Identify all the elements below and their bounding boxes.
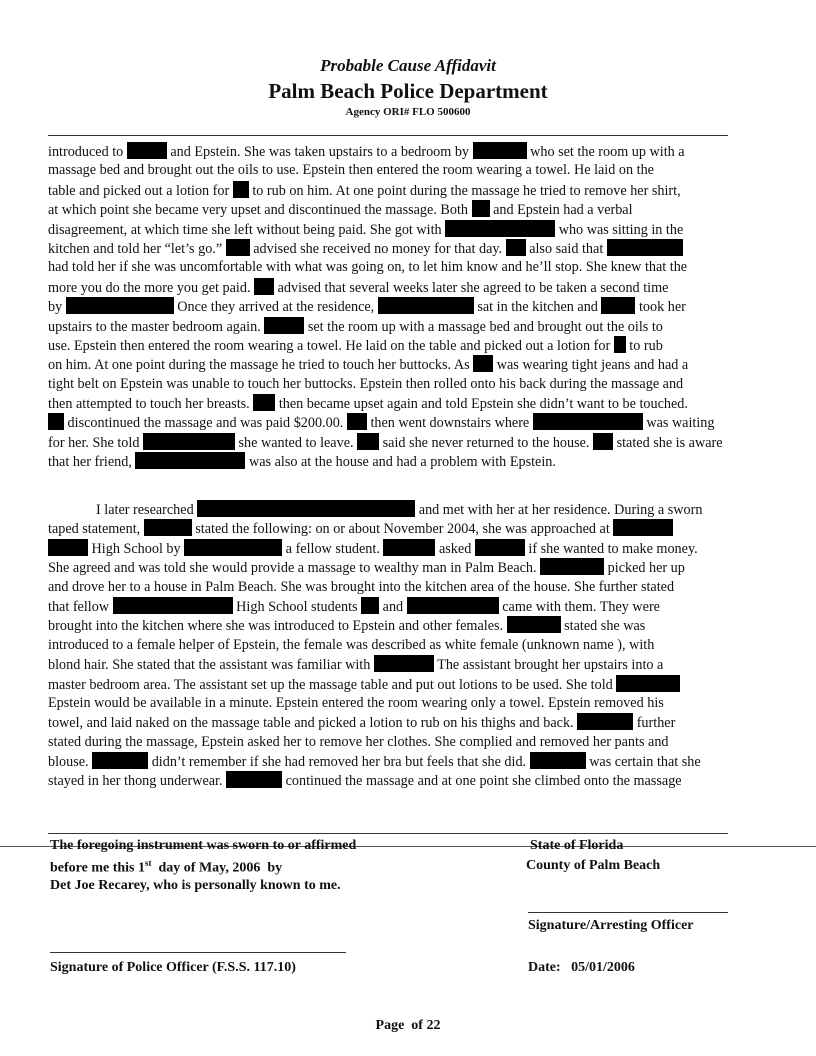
redaction-box [197,500,415,517]
redaction-box [530,752,586,769]
text-segment: I later researched [96,502,198,518]
redaction-box [506,239,526,256]
sworn-statement-line-3: Det Joe Recarey, who is personally known to me. [50,878,341,893]
text-segment: High School by [88,540,185,557]
text-segment: for her. She told [48,434,143,451]
text-line [48,142,772,161]
text-line [48,239,772,258]
redaction-box [613,519,673,536]
text-segment: upstairs to the master bedroom again. [48,318,265,335]
redaction-box [357,433,379,450]
redaction-box [135,452,245,469]
redaction-box [361,597,379,614]
redaction-box [226,771,282,788]
text-line [48,355,772,374]
text-segment: The assistant brought her upstairs into a [433,657,664,674]
text-segment: introduced to [48,144,127,160]
text-segment: further [633,715,676,732]
text-line [48,616,772,635]
state-label: State of Florida [530,838,624,853]
text-line [48,413,772,432]
text-segment: and drove her to a house in Palm Beach. She was brought into the kitchen area of the house. She further stated [48,578,675,595]
text-segment: picked her up [604,560,685,577]
text-line [48,500,772,519]
date-label: Date: [528,960,561,975]
text-line [48,752,772,771]
page-of: of 22 [411,1018,441,1033]
text-line [48,394,772,413]
text-line [48,597,772,616]
county-label: County of Palm Beach [526,858,661,873]
text-segment: and [379,598,407,615]
text-line [48,519,772,538]
text-segment: also said that [525,240,607,257]
text-line [48,452,772,471]
text-segment: was also at the house and had a problem with Epstein. [245,454,556,471]
agency-ori: Agency ORI# FLO 500600 [345,106,471,118]
text-segment: stated during the massage, Epstein asked her to remove her clothes. She complied and removed her pants and [48,733,669,750]
text-segment: was wearing tight jeans and had a [493,357,689,374]
text-line [48,181,772,200]
redaction-box [472,200,490,217]
redaction-box [475,539,525,556]
text-line [48,733,772,752]
redaction-box [601,297,635,314]
redaction-box [540,558,604,575]
text-segment: kitchen and told her “let’s go.” [48,240,226,257]
text-line [48,694,772,713]
text-segment: and met with her at her residence. During a sworn [415,502,703,518]
text-segment: to rub [625,337,663,354]
text-segment: set the room up with a massage bed and brought out the oils to [304,318,663,335]
header-rule [48,135,728,136]
text-segment: came with them. They were [498,598,660,615]
date-value: 05/01/2006 [571,960,635,975]
sworn-statement-line-1: The foregoing instrument was sworn to or affirmed [50,838,357,853]
redaction-box [383,539,435,556]
text-segment: master bedroom area. The assistant set up the massage table and put out lotions to be used. She told [48,676,617,693]
date-field [528,960,635,976]
text-segment: didn’t remember if she had removed her bra but feels that she did. [148,754,530,771]
text-line [48,220,772,239]
page-label: Page [375,1018,405,1033]
text-segment: tight belt on Epstein was unable to touch her buttocks. Epstein then rolled onto his back during the massage and [48,375,684,392]
text-segment: Epstein would be available in a minute. Epstein entered the room wearing only a towel. Epstein removed his [48,694,664,711]
text-segment: said she never returned to the house. [379,434,594,451]
text-segment: advised that several weeks later she agreed to be taken a second time [274,279,669,296]
text-line [48,278,772,297]
redaction-box [253,394,275,411]
text-segment: by [48,299,66,316]
text-segment: massage bed and brought out the oils to use. Epstein then entered the room wearing a towel. He laid on the [48,162,654,179]
redaction-box [264,317,304,334]
police-officer-signature-label: Signature of Police Officer (F.S.S. 117.10) [50,960,296,975]
text-segment: then became upset again and told Epstein she didn’t want to be touched. [275,396,688,413]
text-line [48,297,772,316]
redaction-box [113,597,233,614]
text-segment: who set the room up with a [526,144,685,160]
text-line [48,433,772,452]
redaction-box [473,142,527,159]
text-line [48,675,772,694]
text-segment: that her friend, [48,454,136,471]
redaction-box [226,239,250,256]
redaction-box [92,752,148,769]
text-segment: stated she was [560,618,646,635]
text-line [48,771,772,790]
text-segment: was certain that she [585,754,701,771]
text-segment: table and picked out a lotion for [48,182,233,199]
text-segment: more you do the more you get paid. [48,279,255,296]
text-segment: Once they arrived at the residence, [173,299,378,316]
redaction-box [347,413,367,430]
arresting-officer-signature-label: Signature/Arresting Officer [528,918,694,933]
page-number [0,1018,816,1034]
text-segment: advised she received no money for that day. [249,240,506,257]
redaction-box [577,713,633,730]
footer-top-rule [48,833,728,834]
redaction-box [254,278,274,295]
text-segment: took her [635,299,686,316]
text-segment: to rub on him. At one point during the massage he tried to remove her shirt, [248,182,681,199]
redaction-box [593,433,613,450]
text-segment: had told her if she was uncomfortable with what was going on, to let him know and he’ll stop. She knew that the [48,259,688,276]
text-segment: was waiting [642,415,715,432]
department-name: Palm Beach Police Department [268,79,548,103]
text-segment: She agreed and was told she would provide a massage to wealthy man in Palm Beach. [48,560,541,577]
text-line [48,636,772,655]
text-segment: blouse. [48,754,93,771]
text-segment: then went downstairs where [366,415,533,432]
text-segment: stayed in her thong underwear. [48,773,227,790]
text-line [48,161,772,180]
text-segment: use. Epstein then entered the room wearing a towel. He laid on the table and picked out a lotion for [48,337,614,354]
redaction-box [607,239,683,256]
text-segment: continued the massage and at one point she climbed onto the massage [282,773,682,790]
text-segment: and Epstein. She was taken upstairs to a bedroom by [166,144,473,160]
text-segment: introduced to a female helper of Epstein, the female was described as white female (unknown name ), with [48,636,655,653]
text-line [48,578,772,597]
text-line [48,258,772,277]
redaction-box [143,433,235,450]
redaction-box [378,297,474,314]
text-line [48,336,772,355]
text-segment: on him. At one point during the massage he tried to touch her buttocks. As [48,357,474,374]
text-segment: asked [435,540,475,557]
redaction-box [66,297,174,314]
redaction-box [144,519,192,536]
redaction-box [184,539,282,556]
text-segment: who was sitting in the [555,221,684,238]
sworn-statement-line-2: before me this 1st day of May, 2006 by [50,858,283,876]
redaction-box [445,220,555,237]
text-segment: High School students [232,598,362,615]
text-segment: that fellow [48,598,113,615]
text-line [48,317,772,336]
redaction-box [616,675,680,692]
redaction-box [48,539,88,556]
arresting-signature-line [528,912,728,913]
redaction-box [507,616,561,633]
text-line [48,655,772,674]
police-signature-line [50,952,346,953]
text-line [48,200,772,219]
redaction-box [614,336,626,353]
affidavit-title: Probable Cause Affidavit [320,56,496,75]
redaction-box [233,181,249,198]
text-line [48,375,772,394]
text-line [48,558,772,577]
redaction-box [127,142,167,159]
text-line [48,539,772,558]
text-segment: a fellow student. [282,540,384,557]
text-segment: disagreement, at which time she left without being paid. She got with [48,221,446,238]
redaction-box [48,413,64,430]
text-segment: if she wanted to make money. [524,540,698,557]
text-segment: then attempted to touch her breasts. [48,396,254,413]
text-segment: brought into the kitchen where she was introduced to Epstein and other females. [48,618,507,635]
text-segment: at which point she became very upset and discontinued the massage. Both [48,202,472,219]
redaction-box [374,655,434,672]
text-segment: stated the following: on or about November 2004, she was approached at [191,521,614,538]
text-segment: discontinued the massage and was paid $200.00. [64,415,347,432]
narrative-paragraph-2 [48,500,772,791]
narrative-paragraph-1 [48,142,772,472]
text-segment: she wanted to leave. [234,434,358,451]
text-segment: and Epstein had a verbal [489,202,633,219]
redaction-box [533,413,643,430]
text-segment: blond hair. She stated that the assistant was familiar with [48,657,374,674]
text-segment: sat in the kitchen and [473,299,602,316]
redaction-box [407,597,499,614]
text-segment: stated she is aware [613,434,723,451]
text-segment: taped statement, [48,521,144,538]
text-segment: towel, and laid naked on the massage table and picked a lotion to rub on his thighs and back. [48,715,578,732]
redaction-box [473,355,493,372]
text-line [48,713,772,732]
